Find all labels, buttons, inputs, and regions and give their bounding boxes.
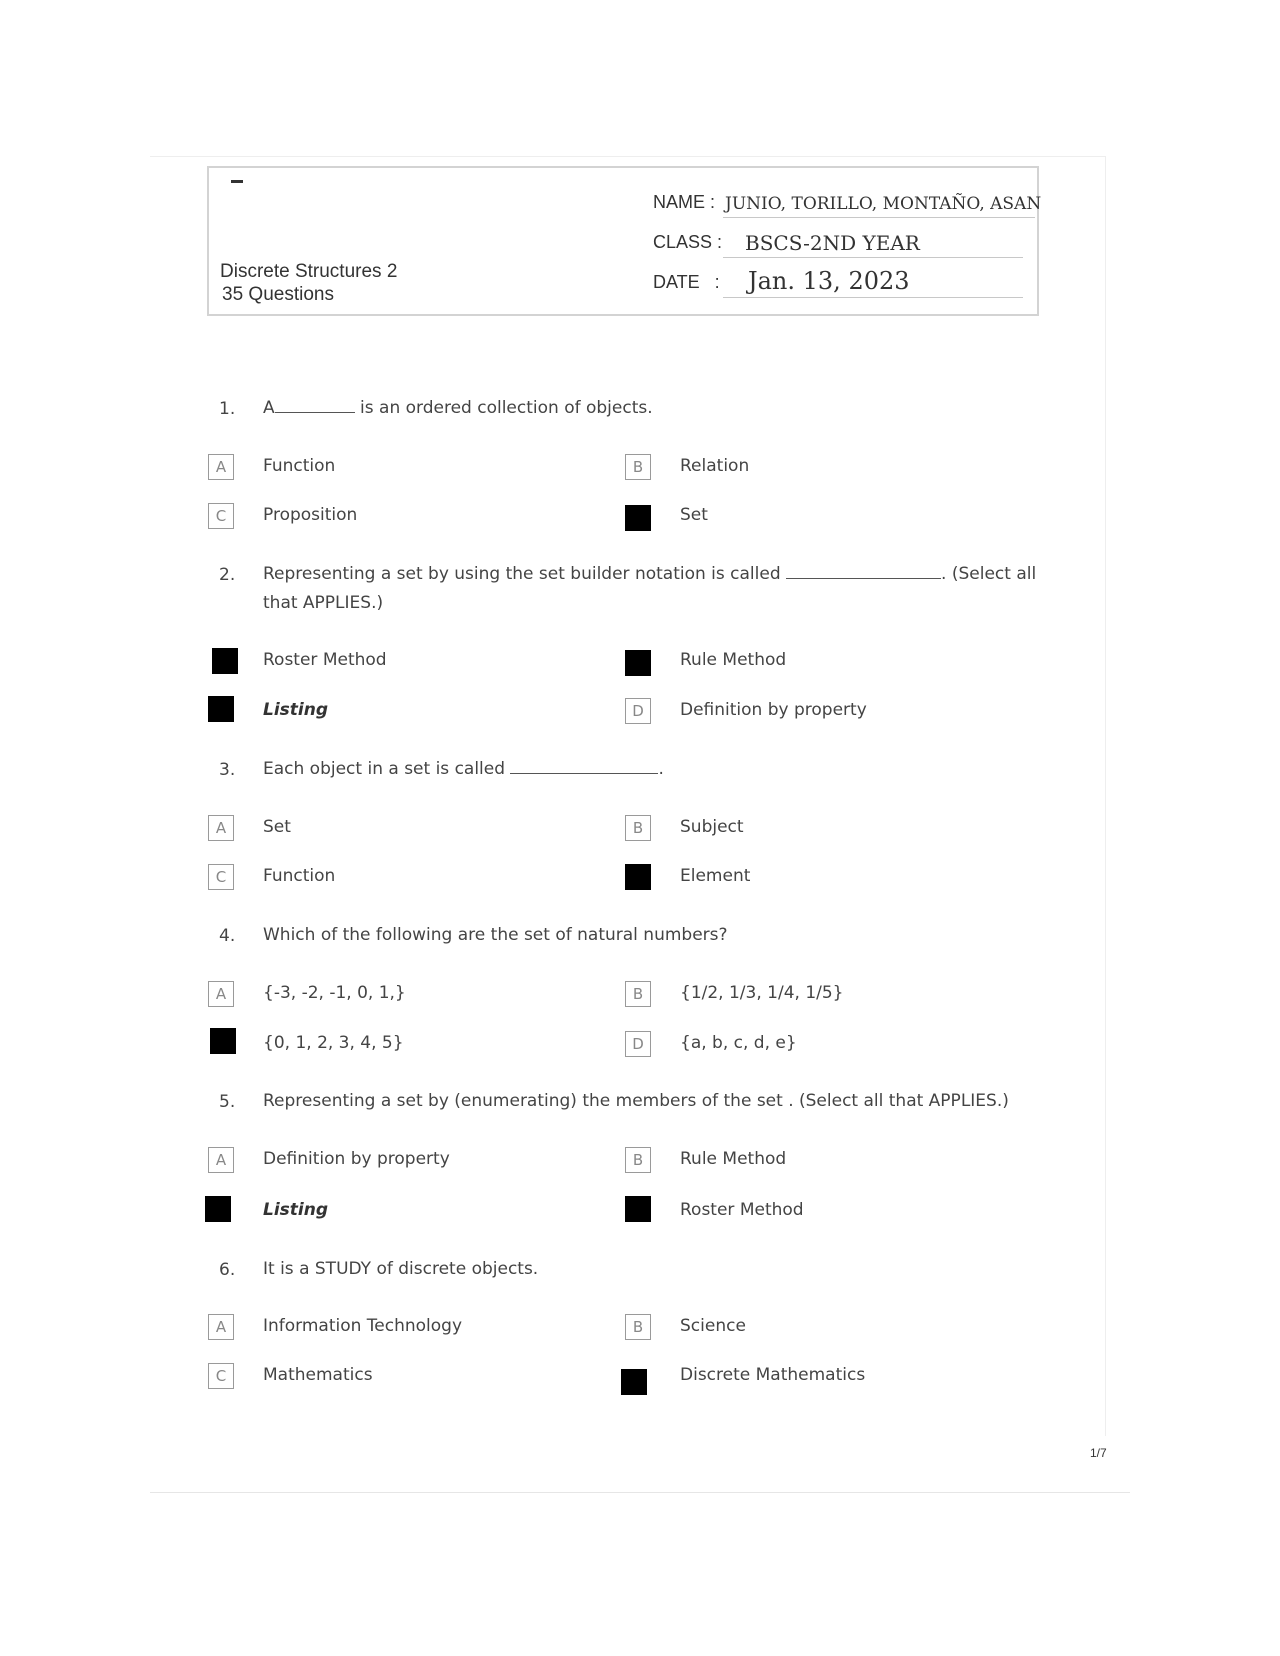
option-c-label: Proposition (263, 505, 358, 525)
option-d-label: Set (680, 505, 708, 525)
question-number: 1. (219, 399, 236, 419)
option-d-checkbox[interactable]: D (625, 1031, 651, 1057)
class-line (723, 257, 1023, 258)
class-value: BSCS-2ND YEAR (745, 231, 920, 255)
option-b-label: Relation (680, 456, 750, 476)
option-d-checkbox[interactable] (621, 1369, 647, 1395)
question-text-start: Each object in a set is called (263, 759, 506, 779)
option-c-label: Listing (263, 700, 329, 720)
option-a-label: Information Technology (263, 1316, 463, 1336)
option-b-label: Rule Method (680, 1149, 787, 1169)
option-d-label: Definition by property (680, 700, 867, 720)
page-number: 1/7 (1090, 1446, 1107, 1460)
answer-blank (786, 563, 941, 579)
option-c-checkbox[interactable]: C (208, 503, 234, 529)
name-value: JUNIO, TORILLO, MONTAÑO, ASAN (725, 194, 1042, 214)
option-a-label: Roster Method (263, 650, 387, 670)
option-d-checkbox[interactable] (625, 505, 651, 531)
date-line (723, 297, 1023, 298)
course-title: Discrete Structures 2 (220, 261, 398, 282)
option-b-checkbox[interactable]: B (625, 1314, 651, 1340)
option-c-checkbox[interactable] (208, 696, 234, 722)
option-c-checkbox[interactable]: C (208, 1363, 234, 1389)
question-text-end: is an ordered collection of objects. (360, 398, 653, 418)
question-number: 3. (219, 760, 236, 780)
option-a-checkbox[interactable]: A (208, 1147, 234, 1173)
page-border (1105, 156, 1106, 1436)
question-text: It is a STUDY of discrete objects. (263, 1259, 539, 1279)
question-text-start: Representing a set by using the set builder notation is called (263, 564, 781, 584)
option-d-checkbox[interactable] (625, 864, 651, 890)
option-b-checkbox[interactable]: B (625, 454, 651, 480)
option-a-checkbox[interactable]: A (208, 815, 234, 841)
option-c-label: Function (263, 866, 336, 886)
option-b-checkbox[interactable]: B (625, 815, 651, 841)
option-d-checkbox[interactable] (625, 1196, 651, 1222)
question-number: 2. (219, 565, 236, 585)
option-d-label: {a, b, c, d, e} (680, 1033, 797, 1053)
option-a-checkbox[interactable] (212, 648, 238, 674)
page-border (150, 156, 1105, 157)
option-b-label: Science (680, 1316, 746, 1336)
question-number: 5. (219, 1092, 236, 1112)
name-line (723, 217, 1035, 218)
logo-mark (231, 180, 243, 183)
option-b-label: {1/2, 1/3, 1/4, 1/5} (680, 983, 844, 1003)
class-label: CLASS : (653, 232, 723, 252)
option-a-checkbox[interactable]: A (208, 981, 234, 1007)
option-b-checkbox[interactable]: B (625, 1147, 651, 1173)
date-value: Jan. 13, 2023 (748, 267, 910, 295)
option-c-checkbox[interactable]: C (208, 864, 234, 890)
question-number: 6. (219, 1260, 236, 1280)
date-label: DATE : (653, 272, 720, 292)
answer-blank (275, 397, 355, 413)
option-d-checkbox[interactable]: D (625, 698, 651, 724)
page-border (150, 1492, 1130, 1493)
option-c-checkbox[interactable] (210, 1028, 236, 1054)
option-a-label: Function (263, 456, 336, 476)
question-text: Representing a set by (enumerating) the members of the set . (Select all that APPLIES.) (263, 1091, 1009, 1111)
question-text (263, 394, 1043, 423)
option-b-label: Rule Method (680, 650, 787, 670)
option-a-label: Definition by property (263, 1149, 450, 1169)
option-b-checkbox[interactable] (625, 650, 651, 676)
option-c-label: Listing (263, 1200, 329, 1220)
name-label: NAME : (653, 192, 716, 212)
option-b-checkbox[interactable]: B (625, 981, 651, 1007)
question-text: Which of the following are the set of natural numbers? (263, 925, 728, 945)
option-a-label: {-3, -2, -1, 0, 1,} (263, 983, 406, 1003)
question-text-end: . (Select all that APPLIES.) (263, 564, 1037, 613)
answer-blank (510, 758, 658, 774)
option-d-label: Element (680, 866, 751, 886)
question-text (263, 755, 1043, 784)
question-number: 4. (219, 926, 236, 946)
option-d-label: Roster Method (680, 1200, 804, 1220)
option-a-label: Set (263, 817, 291, 837)
option-c-checkbox[interactable] (205, 1196, 231, 1222)
question-text (263, 560, 1043, 618)
question-text-start: A (263, 398, 275, 418)
option-a-checkbox[interactable]: A (208, 1314, 234, 1340)
quiz-header (207, 166, 1042, 316)
option-c-label: Mathematics (263, 1365, 373, 1385)
option-a-checkbox[interactable]: A (208, 454, 234, 480)
option-c-label: {0, 1, 2, 3, 4, 5} (263, 1033, 404, 1053)
option-b-label: Subject (680, 817, 744, 837)
question-text-end: . (658, 759, 664, 779)
option-d-label: Discrete Mathematics (680, 1365, 866, 1385)
question-count: 35 Questions (222, 284, 334, 305)
